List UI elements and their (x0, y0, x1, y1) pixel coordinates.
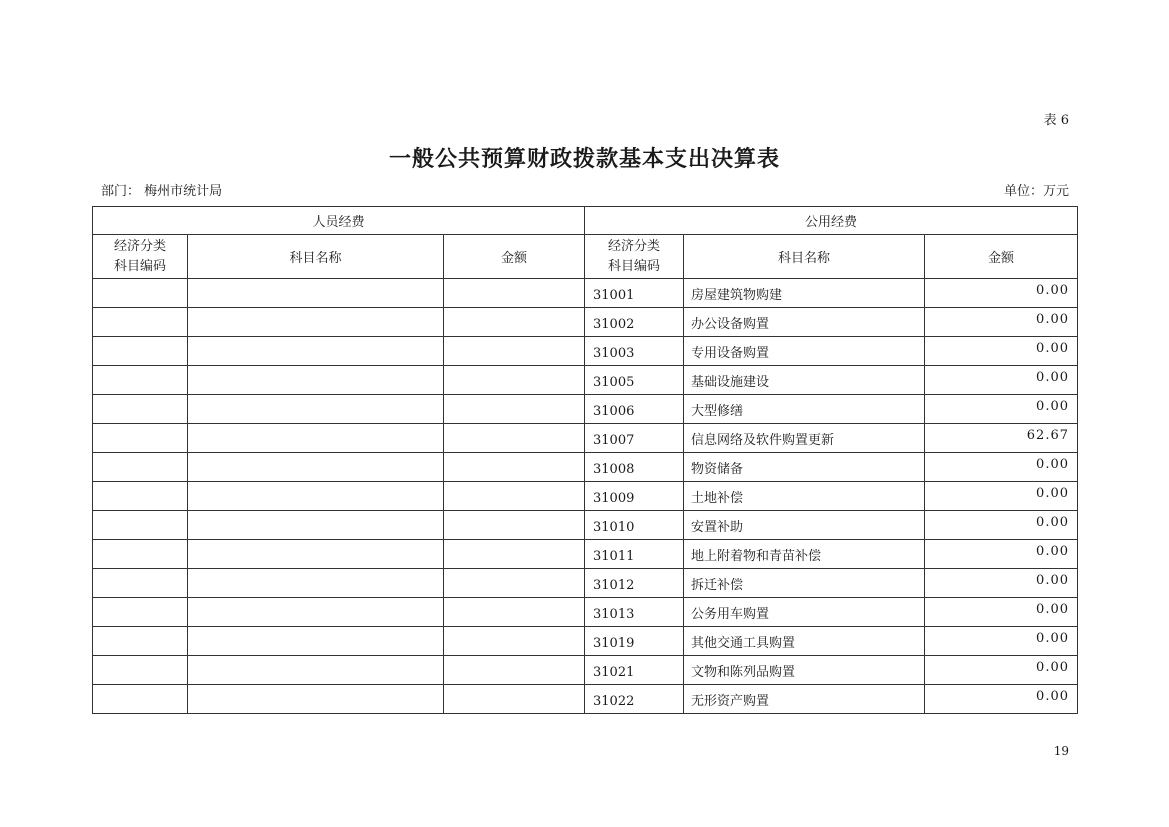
personnel-name-cell (188, 482, 444, 511)
personnel-name-cell (188, 656, 444, 685)
personnel-expense-header: 人员经费 (93, 207, 585, 235)
public-name-cell: 房屋建筑物购建 (684, 279, 925, 308)
public-amount-cell: 0.00 (925, 656, 1078, 685)
personnel-name-cell (188, 395, 444, 424)
personnel-name-cell (188, 337, 444, 366)
public-amount-cell: 0.00 (925, 453, 1078, 482)
table-row (93, 511, 1078, 540)
public-code-cell: 31013 (585, 598, 684, 627)
personnel-amount-cell (444, 482, 585, 511)
public-amount-cell: 0.00 (925, 598, 1078, 627)
table-row (93, 569, 1078, 598)
personnel-code-cell (93, 627, 188, 656)
page-number: 19 (1053, 744, 1069, 758)
code-header-line1: 经济分类 (113, 238, 166, 254)
personnel-name-cell (188, 279, 444, 308)
public-code-cell: 31001 (585, 279, 684, 308)
public-amount-cell: 0.00 (925, 308, 1078, 337)
personnel-code-cell (93, 540, 188, 569)
public-code-cell: 31011 (585, 540, 684, 569)
personnel-code-cell (93, 424, 188, 453)
personnel-amount-cell (444, 511, 585, 540)
public-name-cell: 土地补偿 (684, 482, 925, 511)
personnel-code-cell (93, 337, 188, 366)
public-name-cell: 文物和陈列品购置 (684, 656, 925, 685)
personnel-amount-cell (444, 540, 585, 569)
personnel-code-cell (93, 656, 188, 685)
public-name-cell: 公务用车购置 (684, 598, 925, 627)
public-code-header (585, 235, 684, 279)
personnel-name-cell (188, 598, 444, 627)
table-row (93, 366, 1078, 395)
personnel-code-cell (93, 279, 188, 308)
personnel-name-cell (188, 366, 444, 395)
public-amount-cell: 0.00 (925, 395, 1078, 424)
code-header-line2: 科目编码 (113, 258, 166, 274)
personnel-amount-cell (444, 453, 585, 482)
public-name-cell: 无形资产购置 (684, 685, 925, 714)
public-name-cell: 其他交通工具购置 (684, 627, 925, 656)
personnel-name-cell (188, 627, 444, 656)
public-code-cell: 31008 (585, 453, 684, 482)
personnel-amount-cell (444, 337, 585, 366)
personnel-code-header (93, 235, 188, 279)
personnel-name-header: 科目名称 (188, 235, 444, 279)
public-code-cell: 31012 (585, 569, 684, 598)
personnel-code-cell (93, 598, 188, 627)
public-name-cell: 专用设备购置 (684, 337, 925, 366)
code-header-line1: 经济分类 (607, 238, 660, 254)
public-code-cell: 31002 (585, 308, 684, 337)
personnel-amount-header: 金额 (444, 235, 585, 279)
page-title: 一般公共预算财政拨款基本支出决算表 (388, 146, 780, 172)
table-row (93, 627, 1078, 656)
personnel-code-cell (93, 482, 188, 511)
table-row (93, 308, 1078, 337)
public-amount-cell: 62.67 (925, 424, 1078, 453)
unit-label: 单位：万元 (1003, 184, 1069, 199)
personnel-name-cell (188, 308, 444, 337)
table-row (93, 424, 1078, 453)
personnel-amount-cell (444, 685, 585, 714)
public-name-header: 科目名称 (684, 235, 925, 279)
public-amount-cell: 0.00 (925, 511, 1078, 540)
public-code-cell: 31019 (585, 627, 684, 656)
table-row (93, 598, 1078, 627)
personnel-code-cell (93, 395, 188, 424)
personnel-code-cell (93, 511, 188, 540)
table-number: 表 6 (1043, 113, 1069, 128)
table-row (93, 482, 1078, 511)
personnel-amount-cell (444, 424, 585, 453)
personnel-amount-cell (444, 569, 585, 598)
public-code-cell: 31007 (585, 424, 684, 453)
personnel-amount-cell (444, 598, 585, 627)
public-name-cell: 办公设备购置 (684, 308, 925, 337)
public-code-cell: 31010 (585, 511, 684, 540)
column-header-row (93, 235, 1078, 279)
personnel-code-cell (93, 366, 188, 395)
public-amount-cell: 0.00 (925, 366, 1078, 395)
public-amount-cell: 0.00 (925, 337, 1078, 366)
public-name-cell: 拆迁补偿 (684, 569, 925, 598)
public-code-cell: 31009 (585, 482, 684, 511)
public-amount-cell: 0.00 (925, 627, 1078, 656)
table-row (93, 540, 1078, 569)
table-row (93, 685, 1078, 714)
personnel-amount-cell (444, 279, 585, 308)
personnel-code-cell (93, 685, 188, 714)
table-row (93, 453, 1078, 482)
public-code-cell: 31006 (585, 395, 684, 424)
personnel-code-cell (93, 453, 188, 482)
personnel-amount-cell (444, 395, 585, 424)
public-code-cell: 31021 (585, 656, 684, 685)
personnel-name-cell (188, 540, 444, 569)
public-name-cell: 大型修缮 (684, 395, 925, 424)
public-expense-header: 公用经费 (585, 207, 1078, 235)
public-code-cell: 31005 (585, 366, 684, 395)
public-amount-cell: 0.00 (925, 569, 1078, 598)
personnel-name-cell (188, 569, 444, 598)
personnel-amount-cell (444, 308, 585, 337)
public-code-cell: 31003 (585, 337, 684, 366)
code-header-line2: 科目编码 (607, 258, 660, 274)
personnel-name-cell (188, 685, 444, 714)
table-row (93, 279, 1078, 308)
personnel-name-cell (188, 511, 444, 540)
personnel-code-cell (93, 569, 188, 598)
personnel-code-cell (93, 308, 188, 337)
table-row (93, 395, 1078, 424)
table-row (93, 656, 1078, 685)
public-name-cell: 基础设施建设 (684, 366, 925, 395)
expenditure-table (92, 206, 1078, 714)
personnel-amount-cell (444, 627, 585, 656)
personnel-amount-cell (444, 366, 585, 395)
table-row (93, 337, 1078, 366)
public-amount-cell: 0.00 (925, 685, 1078, 714)
public-name-cell: 物资储备 (684, 453, 925, 482)
public-amount-cell: 0.00 (925, 279, 1078, 308)
department-label: 部门： 梅州市统计局 (101, 184, 223, 199)
public-amount-cell: 0.00 (925, 540, 1078, 569)
public-name-cell: 信息网络及软件购置更新 (684, 424, 925, 453)
public-amount-cell: 0.00 (925, 482, 1078, 511)
personnel-name-cell (188, 424, 444, 453)
personnel-name-cell (188, 453, 444, 482)
public-code-cell: 31022 (585, 685, 684, 714)
public-name-cell: 地上附着物和青苗补偿 (684, 540, 925, 569)
public-name-cell: 安置补助 (684, 511, 925, 540)
group-header-row (93, 207, 1078, 235)
public-amount-header: 金额 (925, 235, 1078, 279)
personnel-amount-cell (444, 656, 585, 685)
